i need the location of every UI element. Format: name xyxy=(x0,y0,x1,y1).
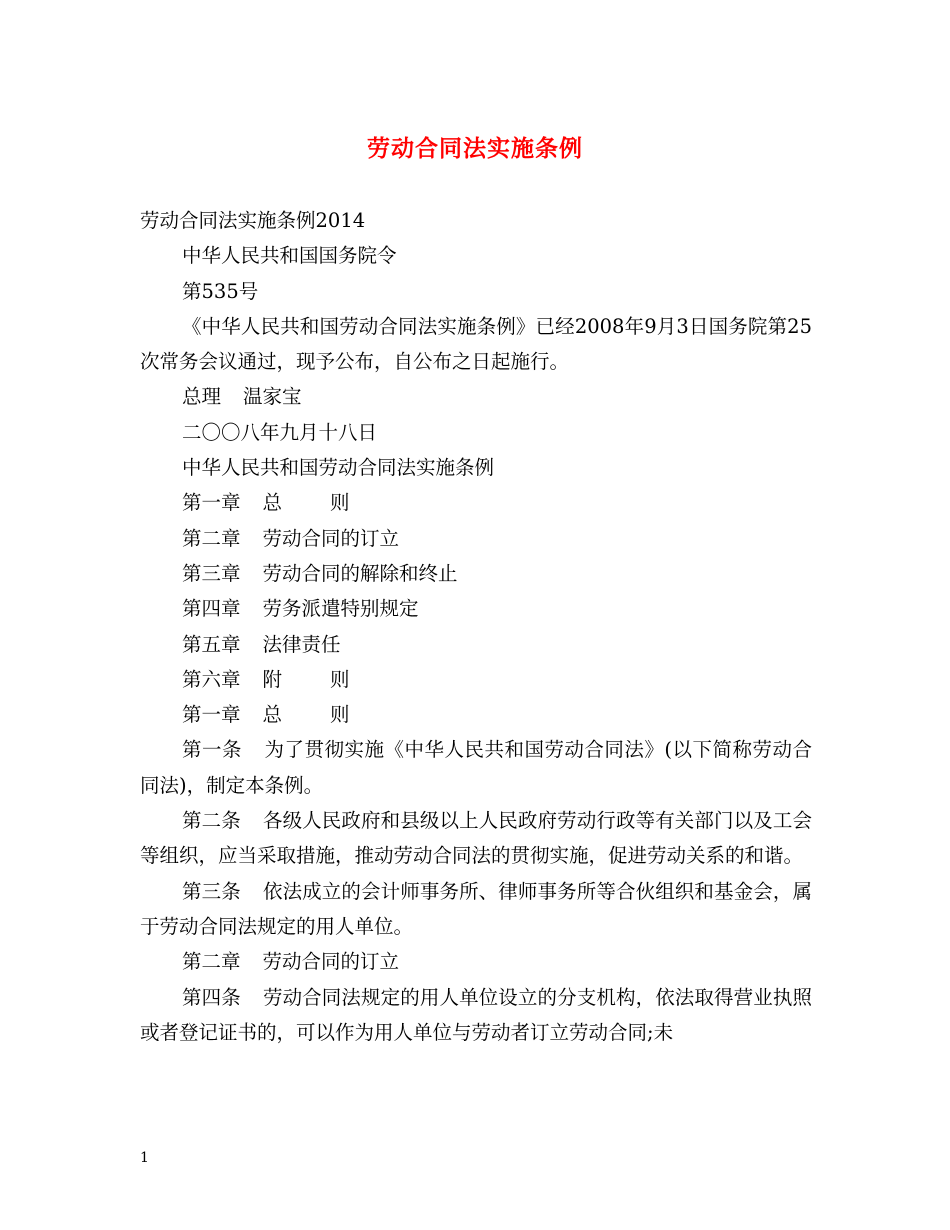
article-label: 第一条 xyxy=(182,738,242,762)
toc-item: 第四章 劳务派遣特别规定 xyxy=(182,597,419,621)
article-text: 各级人民政府和县级以上人民政府劳动行政等有关部门以及工会等组织，应当采取措施，推动劳动合同法的贯彻实施，促进劳动关系的和谐。 xyxy=(140,809,812,868)
article-label: 第三条 xyxy=(182,879,241,903)
regulation-name: 中华人民共和国劳动合同法实施条例 xyxy=(182,456,495,480)
document-subtitle: 劳动合同法实施条例2014 xyxy=(140,209,366,232)
page-number: 1 xyxy=(140,1150,149,1166)
chapter-heading: 第二章 劳动合同的订立 xyxy=(182,950,400,974)
toc-item: 第五章 法律责任 xyxy=(182,632,341,656)
decree-issuer: 中华人民共和国国务院令 xyxy=(182,244,397,268)
article-text: 劳动合同法规定的用人单位设立的分支机构，依法取得营业执照或者登记证书的，可以作为用人单位与劳动者订立劳动合同;未 xyxy=(140,985,812,1044)
article-text: 为了贯彻实施《中华人民共和国劳动合同法》(以下简称劳动合同法)，制定本条例。 xyxy=(140,738,812,797)
article-paragraph xyxy=(140,874,812,945)
signature-line xyxy=(140,379,812,414)
toc-item: 第二章 劳动合同的订立 xyxy=(182,526,400,550)
toc-item: 第一章 总 则 xyxy=(182,491,350,515)
decree-number: 第535号 xyxy=(182,279,259,303)
toc-item: 第六章 附 则 xyxy=(182,667,350,691)
signer-title: 总理 xyxy=(182,385,222,409)
chapter-heading: 第一章 总 则 xyxy=(182,703,350,727)
announcement-paragraph: 《中华人民共和国劳动合同法实施条例》已经2008年9月3日国务院第25次常务会议通过，现予公布，自公布之日起施行。 xyxy=(140,314,812,374)
article-paragraph xyxy=(140,803,812,874)
article-paragraph xyxy=(140,980,812,1051)
document-body xyxy=(140,203,812,1050)
toc-item: 第三章 劳动合同的解除和终止 xyxy=(182,561,458,585)
article-label: 第二条 xyxy=(182,809,241,833)
article-label: 第四条 xyxy=(182,985,241,1009)
article-text: 依法成立的会计师事务所、律师事务所等合伙组织和基金会，属于劳动合同法规定的用人单位。 xyxy=(140,879,812,938)
document-title: 劳动合同法实施条例 xyxy=(367,135,583,162)
article-paragraph xyxy=(140,732,812,803)
signer-name: 温家宝 xyxy=(243,385,302,409)
issue-date: 二〇〇八年九月十八日 xyxy=(182,420,378,444)
